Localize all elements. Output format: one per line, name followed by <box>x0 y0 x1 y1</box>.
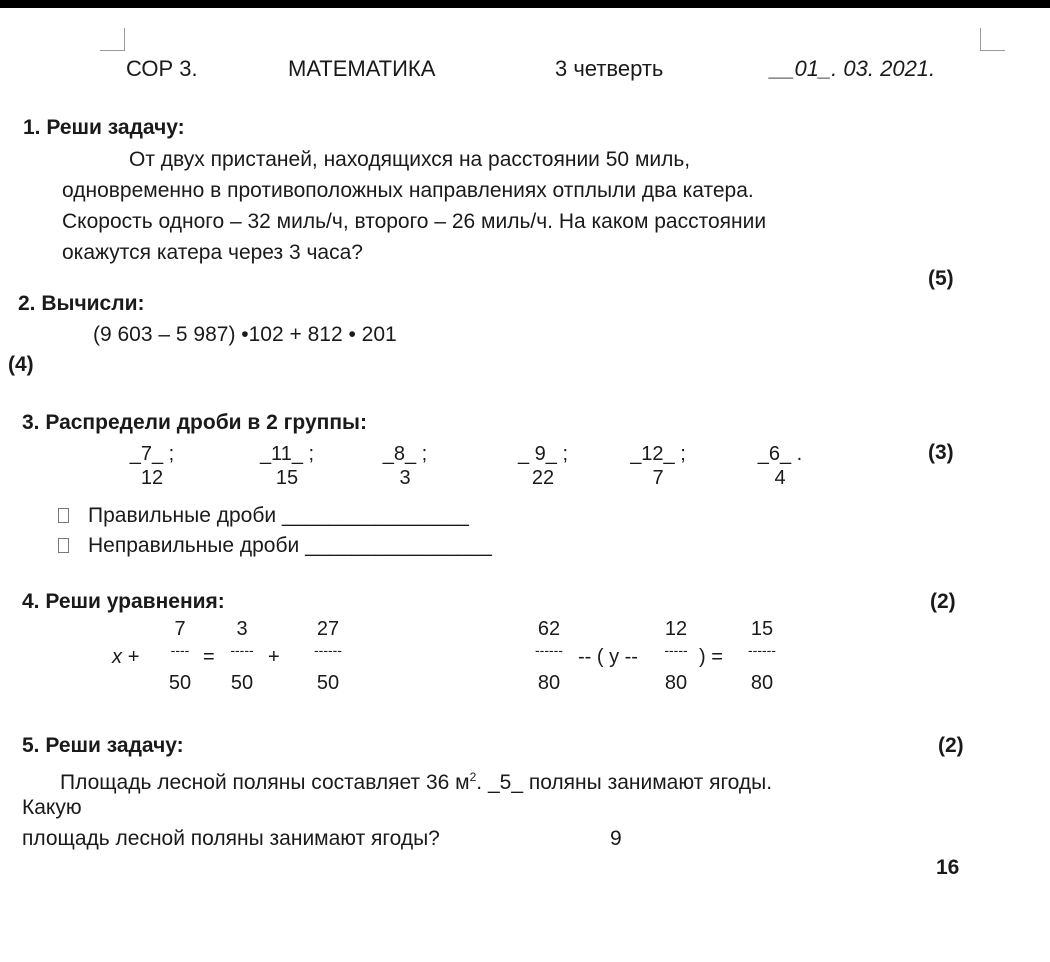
fraction-3-num: _8_ ; <box>382 443 428 465</box>
task1-line4: окажутся катера через 3 часа? <box>62 241 363 264</box>
fraction-bar: ----- <box>664 642 688 658</box>
top-black-bar <box>0 0 1050 8</box>
task5-line1-rest: . _5_ поляны занимают ягоды. <box>476 771 773 794</box>
eq1-op2: + <box>268 646 280 668</box>
eq1-n2: 3 <box>236 618 248 640</box>
proper-fractions-line: Правильные дроби ________________ <box>88 504 469 527</box>
fraction-5 <box>618 442 698 490</box>
bullet-icon <box>58 538 69 553</box>
fraction-2-den: 15 <box>275 467 299 489</box>
task5-line1-text: Площадь лесной поляны составляет 36 м <box>60 771 470 794</box>
fraction-bar: ------ <box>535 642 563 658</box>
task3-points: (3) <box>928 441 954 464</box>
square-unit-superscript: 2 <box>469 770 477 784</box>
fraction-bar: ------ <box>748 642 776 658</box>
fraction-4-num: _ 9_ ; <box>517 443 569 465</box>
eq2-mid: -- ( y -- <box>578 646 638 668</box>
eq1-n1: 7 <box>174 618 186 640</box>
eq1-fraction-1 <box>160 617 200 695</box>
eq1-fraction-3 <box>306 617 350 695</box>
eq2-fraction-3 <box>740 617 784 695</box>
eq1-fraction-2 <box>222 617 262 695</box>
task5-line1 <box>60 764 772 796</box>
task2-title: 2. Вычисли: <box>18 292 145 315</box>
fraction-4-den: 22 <box>531 467 555 489</box>
task5-line2: Какую <box>22 796 82 819</box>
task1-line2: одновременно в противоположных направлениях отплыли два катера. <box>62 179 754 202</box>
eq2-d2: 80 <box>664 672 688 694</box>
fraction-3 <box>365 442 445 490</box>
eq2-n1: 62 <box>537 618 561 640</box>
fraction-2-num: _11_ ; <box>259 443 315 465</box>
task3-title: 3. Распредели дроби в 2 группы: <box>22 411 367 434</box>
header-code: СОР 3. <box>126 56 198 81</box>
fraction-4 <box>503 442 583 490</box>
page-corner-mark-right <box>980 28 1005 51</box>
task5-line3: площадь лесной поляны занимают ягоды? <box>22 827 440 850</box>
header-subject: МАТЕМАТИКА <box>288 56 436 81</box>
fraction-5-num: _12_ ; <box>630 443 686 465</box>
eq2-n2: 12 <box>664 618 688 640</box>
task5-points: (2) <box>938 734 964 757</box>
header-quarter: 3 четверть <box>555 56 664 81</box>
task2-expression: (9 603 – 5 987) •102 + 812 • 201 <box>93 323 397 346</box>
task4-title: 4. Реши уравнения: <box>22 590 225 613</box>
fraction-6-num: _6_ . <box>757 443 803 465</box>
task4-points: (2) <box>930 590 956 613</box>
eq1-d1: 50 <box>168 672 192 694</box>
eq2-fraction-1 <box>522 617 576 695</box>
task5-denominator: 9 <box>610 827 622 850</box>
eq2-fraction-2 <box>654 617 698 695</box>
fraction-bar: ------ <box>314 642 342 658</box>
eq2-n3: 15 <box>750 618 774 640</box>
header-date: __01_. 03. 2021. <box>770 56 936 81</box>
fraction-2 <box>247 442 327 490</box>
improper-fractions-line: Неправильные дроби ________________ <box>88 534 492 557</box>
task2-points: (4) <box>8 353 34 376</box>
fraction-1-num: _7_ ; <box>129 443 175 465</box>
eq2-d1: 80 <box>537 672 561 694</box>
fraction-5-den: 7 <box>652 467 664 489</box>
fraction-1 <box>112 442 192 490</box>
task5-title: 5. Реши задачу: <box>22 734 184 757</box>
eq2-d3: 80 <box>750 672 774 694</box>
fraction-bar: ---- <box>170 642 190 658</box>
fraction-6-den: 4 <box>774 467 786 489</box>
eq1-n3: 27 <box>316 618 340 640</box>
eq1-d3: 50 <box>316 672 340 694</box>
page-corner-mark-left <box>100 28 125 51</box>
eq1-op1: = <box>203 646 215 668</box>
fraction-bar: ----- <box>230 642 254 658</box>
eq1-d2: 50 <box>230 672 254 694</box>
task1-line3: Скорость одного – 32 миль/ч, второго – 26 миль/ч. На каком расстоянии <box>62 210 767 233</box>
task1-title: 1. Реши задачу: <box>23 116 185 139</box>
total-points: 16 <box>936 856 960 879</box>
fraction-1-den: 12 <box>140 467 164 489</box>
fraction-3-den: 3 <box>399 467 411 489</box>
task1-line1: От двух пристаней, находящихся на расстоянии 50 миль, <box>129 148 691 171</box>
task1-points: (5) <box>928 267 954 290</box>
eq1-lhs: x + <box>112 646 140 668</box>
bullet-icon <box>58 508 69 523</box>
eq2-close: ) = <box>699 646 723 668</box>
fraction-6 <box>740 442 820 490</box>
